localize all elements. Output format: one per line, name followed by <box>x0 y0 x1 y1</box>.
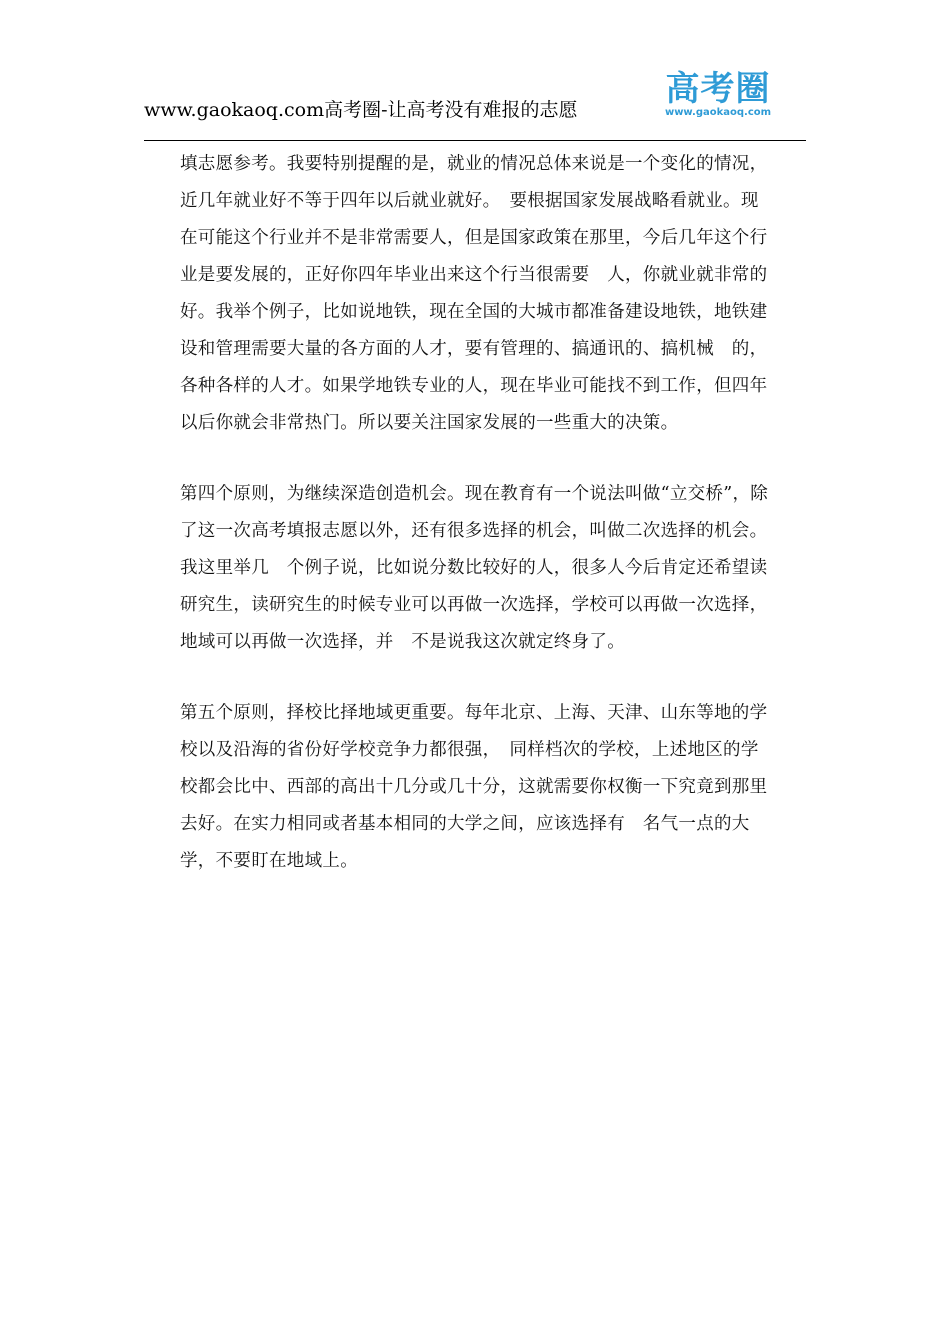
header-divider <box>144 140 806 141</box>
logo-name: 高考圈 <box>665 69 771 109</box>
header-title: www.gaokaoq.com高考圈-让高考没有难报的志愿 <box>144 99 578 121</box>
paragraph-employment: 填志愿参考。我要特别提醒的是，就业的情况总体来说是一个变化的情况，近几年就业好不等于四年以后就业就好。 要根据国家发展战略看就业。现在可能这个行业并不是非常需要人，但是国家政策在那里，今后几年这个行业是要发展的，正好你四年毕业出来这个行当很需要 人，你就业就非常的好。我举个例子，比如说地铁，现在全国的大城市都准备建设地铁，地铁建设和管理需要大量的各方面的人才，要有管理的、搞通讯的、搞机械 的，各种各样的人才。如果学地铁专业的人，现在毕业可能找不到工作，但四年以后你就会非常热门。所以要关注国家发展的一些重大的决策。 <box>180 154 768 433</box>
logo-url: www.gaokaoq.com <box>664 107 772 118</box>
gaokaoq-logo <box>656 70 780 122</box>
document-body <box>180 146 770 880</box>
paragraph-principle-four: 第四个原则，为继续深造创造机会。现在教育有一个说法叫做“立交桥”，除了这一次高考填报志愿以外，还有很多选择的机会，叫做二次选择的机会。我这里举几 个例子说，比如说分数比较好的人，很多人今后肯定还希望读研究生，读研究生的时候专业可以再做一次选择，学校可以再做一次选择，地域可以再做一次选择，并 不是说我这次就定终身了。 <box>180 484 769 652</box>
page-header <box>144 70 806 142</box>
paragraph-principle-five: 第五个原则，择校比择地域更重要。每年北京、上海、天津、山东等地的学校以及沿海的省份好学校竞争力都很强， 同样档次的学校，上述地区的学校都会比中、西部的高出十几分或几十分，这就需要你权衡一下究竟到那里去好。在实力相同或者基本相同的大学之间，应该选择有 名气一点的大学，不要盯在地域上。 <box>180 703 768 871</box>
